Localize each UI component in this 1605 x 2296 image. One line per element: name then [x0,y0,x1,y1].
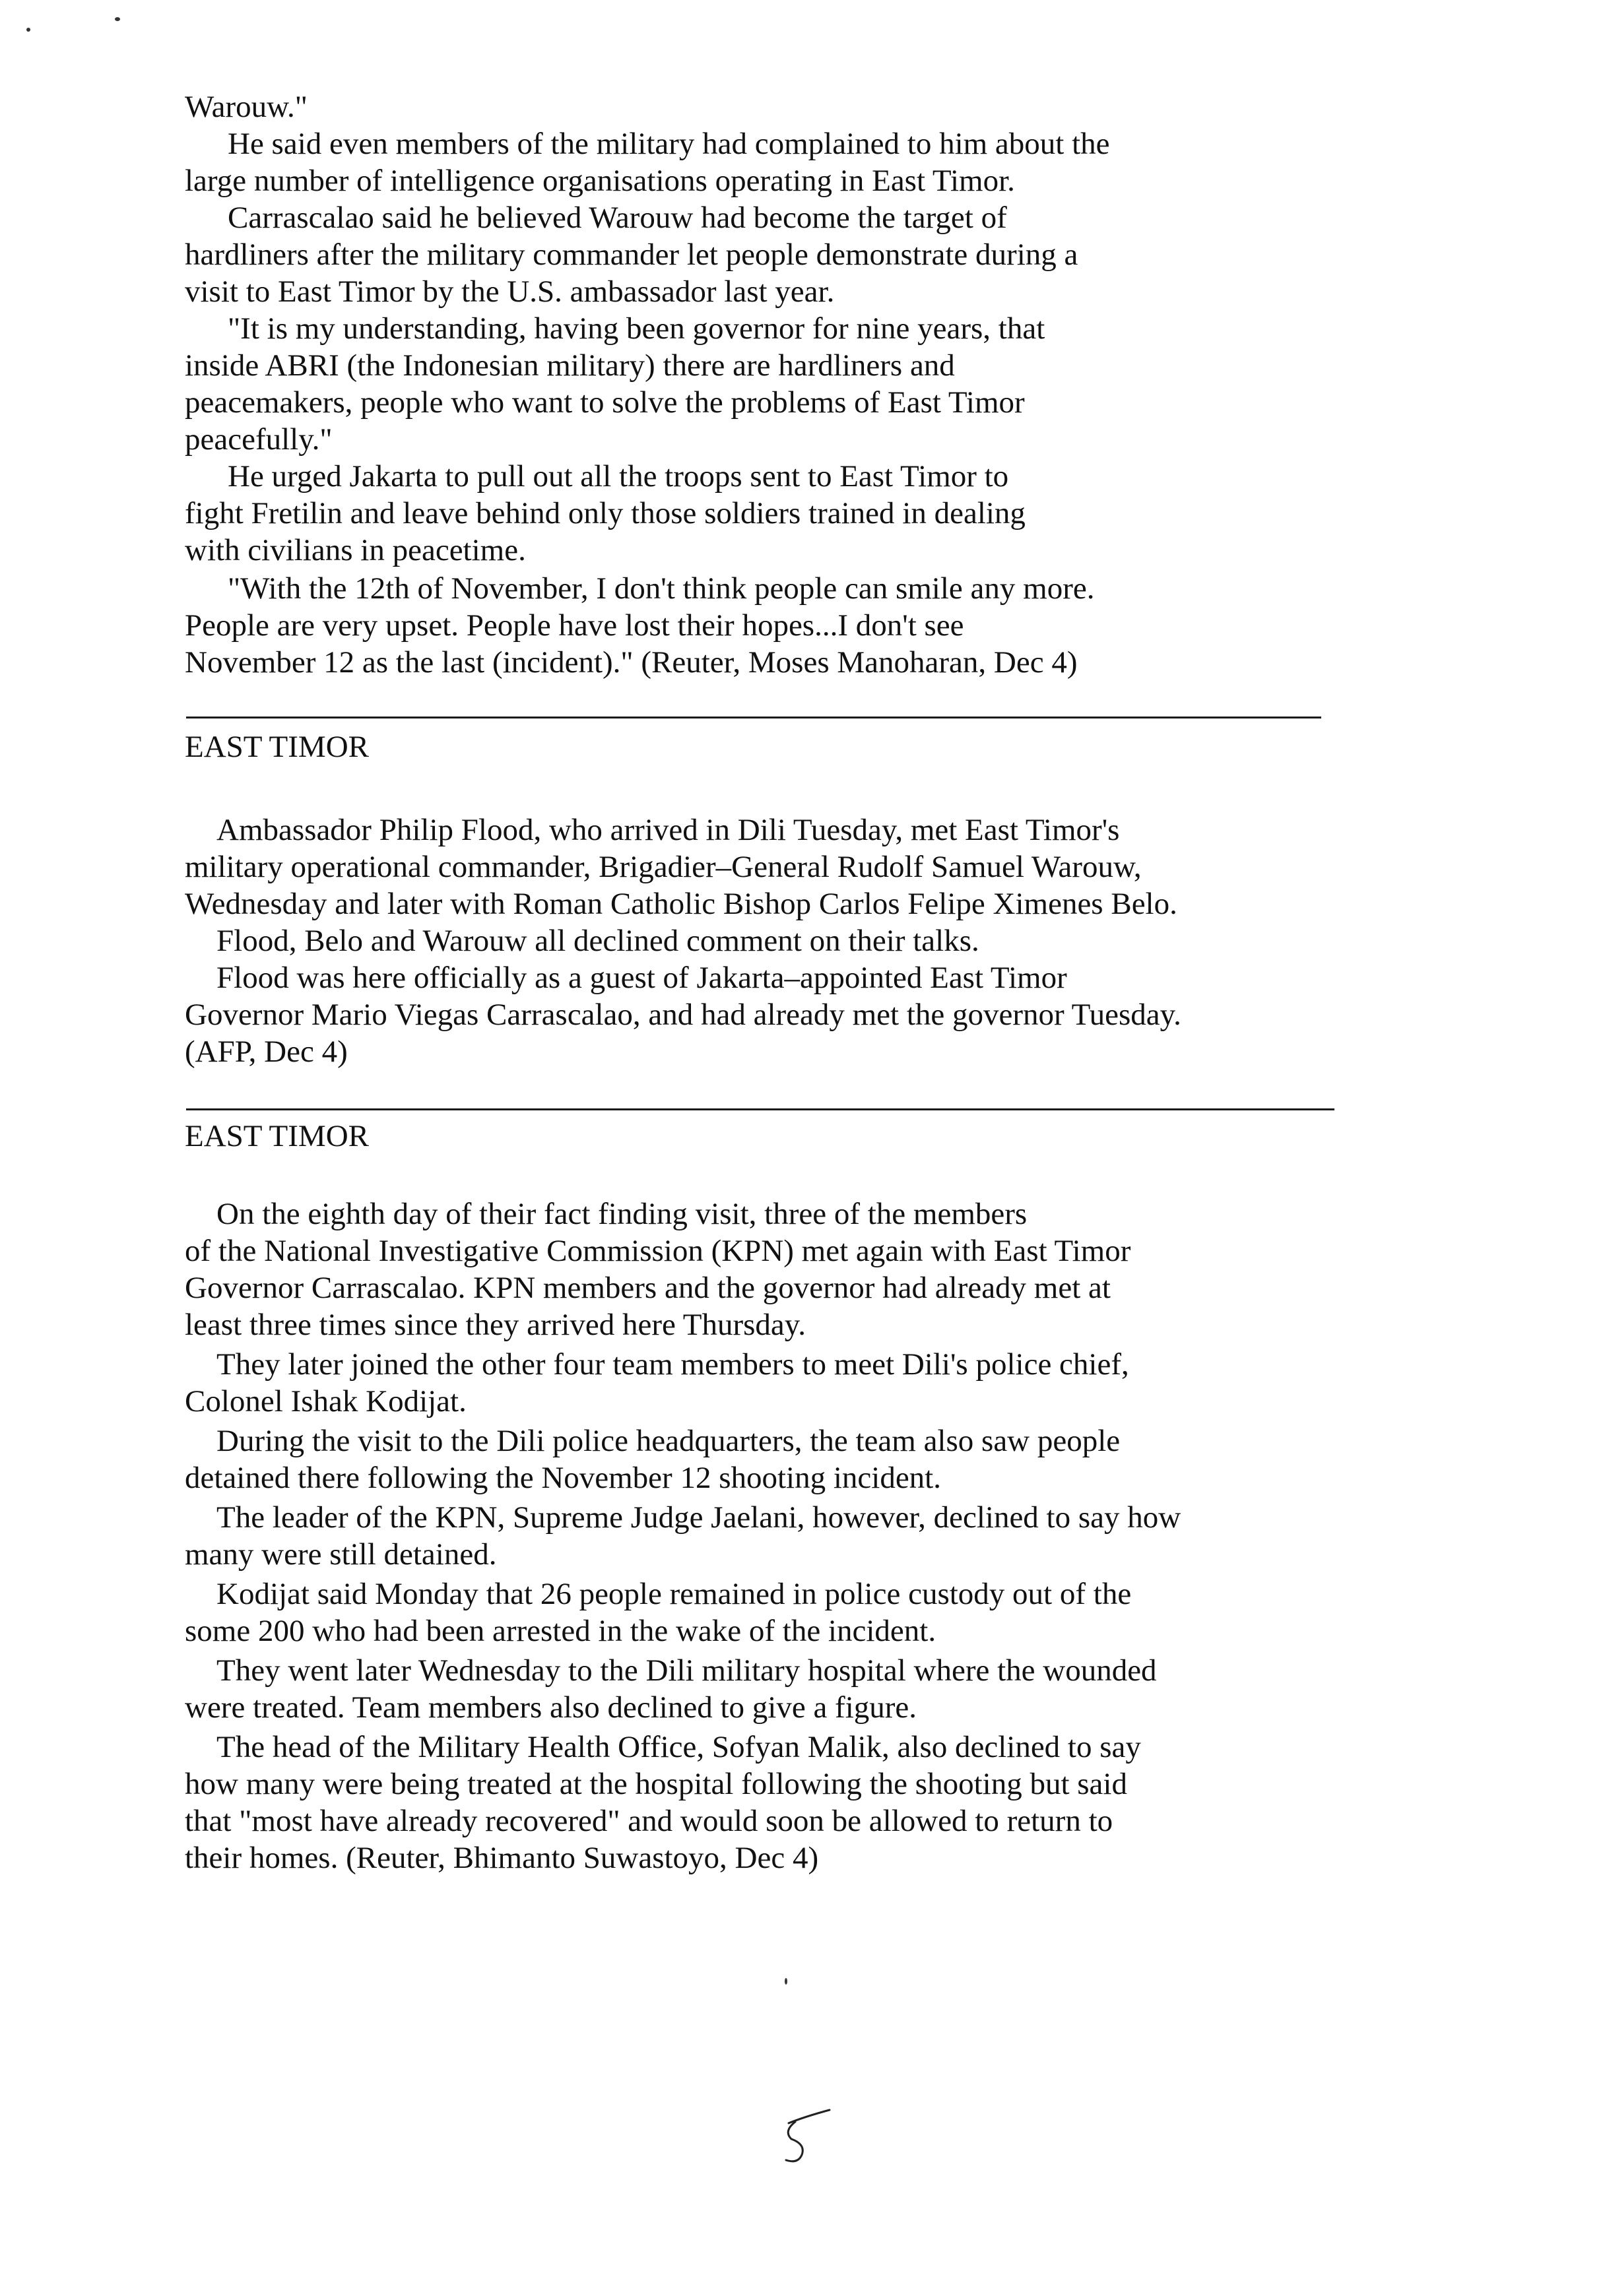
text-line: fight Fretilin and leave behind only those soldiers trained in dealing [185,496,1026,530]
text-line: Flood, Belo and Warouw all declined comment on their talks. [216,924,979,958]
text-line: military operational commander, Brigadier–General Rudolf Samuel Warouw, [185,850,1142,884]
text-line: They went later Wednesday to the Dili military hospital where the wounded [216,1653,1157,1688]
text-line: Kodijat said Monday that 26 people remained in police custody out of the [216,1577,1132,1611]
section-title: EAST TIMOR [185,1119,369,1153]
text-line: Ambassador Philip Flood, who arrived in Dili Tuesday, met East Timor's [216,813,1120,847]
text-line: detained there following the November 12 shooting incident. [185,1461,941,1495]
text-line: how many were being treated at the hospital following the shooting but said [185,1767,1127,1801]
section-divider [186,1108,1334,1110]
text-line: Warouw." [185,90,308,124]
text-line: were treated. Team members also declined to give a figure. [185,1690,917,1725]
scan-speck [785,1978,787,1985]
text-line: On the eighth day of their fact finding visit, three of the members [216,1197,1028,1231]
text-line: their homes. (Reuter, Bhimanto Suwastoyo, Dec 4) [185,1841,819,1875]
text-line: "With the 12th of November, I don't think people can smile any more. [228,571,1095,606]
text-line: of the National Investigative Commission (KPN) met again with East Timor [185,1234,1131,1268]
text-line: They later joined the other four team members to meet Dili's police chief, [216,1347,1129,1382]
text-line: He urged Jakarta to pull out all the troops sent to East Timor to [228,459,1009,494]
text-line: some 200 who had been arrested in the wake of the incident. [185,1614,936,1648]
text-line: The head of the Military Health Office, Sofyan Malik, also declined to say [216,1730,1141,1764]
text-line: least three times since they arrived here Thursday. [185,1308,806,1342]
text-line: hardliners after the military commander let people demonstrate during a [185,238,1078,272]
text-line: Wednesday and later with Roman Catholic Bishop Carlos Felipe Ximenes Belo. [185,887,1177,921]
text-line: large number of intelligence organisations operating in East Timor. [185,164,1015,198]
section-divider [186,717,1321,718]
text-line: Flood was here officially as a guest of Jakarta–appointed East Timor [216,961,1067,995]
text-line: He said even members of the military had complained to him about the [228,127,1110,161]
text-line: People are very upset. People have lost their hopes...I don't see [185,608,964,643]
text-line: (AFP, Dec 4) [185,1035,348,1069]
scan-speck [115,17,120,21]
scan-speck [26,28,30,32]
text-line: Colonel Ishak Kodijat. [185,1384,467,1419]
text-line: many were still detained. [185,1537,497,1572]
handwritten-page-number [775,2105,848,2171]
text-line: The leader of the KPN, Supreme Judge Jaelani, however, declined to say how [216,1500,1181,1535]
text-line: with civilians in peacetime. [185,533,526,567]
text-line: Governor Mario Viegas Carrascalao, and had already met the governor Tuesday. [185,998,1181,1032]
text-line: that "most have already recovered" and would soon be allowed to return to [185,1804,1113,1838]
text-line: November 12 as the last (incident)." (Reuter, Moses Manoharan, Dec 4) [185,645,1078,680]
text-line: During the visit to the Dili police headquarters, the team also saw people [216,1424,1121,1458]
text-line: peacemakers, people who want to solve the problems of East Timor [185,385,1025,420]
text-line: Carrascalao said he believed Warouw had become the target of [228,201,1007,235]
section-title: EAST TIMOR [185,730,369,764]
text-line: inside ABRI (the Indonesian military) there are hardliners and [185,348,955,383]
text-line: peacefully." [185,422,333,457]
text-line: Governor Carrascalao. KPN members and the governor had already met at [185,1271,1111,1305]
text-line: "It is my understanding, having been governor for nine years, that [228,311,1045,346]
text-line: visit to East Timor by the U.S. ambassador last year. [185,274,835,309]
